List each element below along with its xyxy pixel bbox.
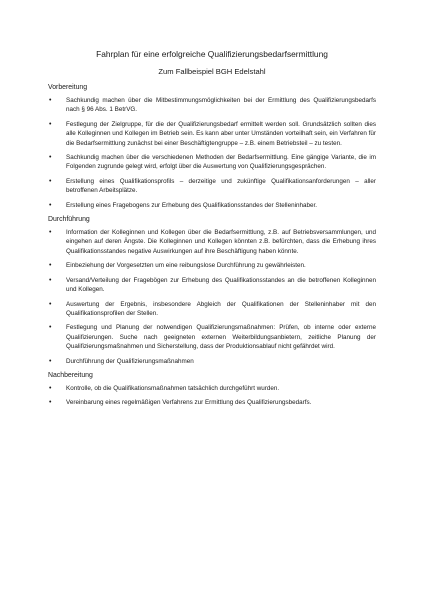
list-item-text: Erstellung eines Fragebogens zur Erhebung des Qualifikationsstandes der Stelleninhaber. — [66, 201, 317, 209]
section-heading: Durchführung — [48, 216, 90, 224]
section-nachbereitung — [48, 371, 376, 408]
bullet-icon: • — [49, 276, 52, 284]
list-item-text: Vereinbarung eines regelmäßigen Verfahrens zur Ermittlung des Qualifizierungsbedarfs. — [66, 399, 312, 407]
bullet-icon: • — [49, 262, 52, 270]
list-item-text: Festlegung der Zielgruppe, für die der Qualifizierungsbedarf ermittelt werden soll. Grundsätzlich sollten dies alle Kolleginnen und Kollegen im Betrieb sein. Es kann aber unter Umständen vorteilhaft sein, ein Verfahren für die Bedarfsermittlung zunächst bei einer Beschäftigtengruppe – z.B. einem Betriebsteil – zu testen. — [66, 120, 376, 147]
bullet-list — [48, 384, 376, 408]
list-item-text: Sachkundig machen über die verschiedenen Methoden der Bedarfsermittlung. Eine gängige Variante, die im Folgenden zugrunde gelegt wird, erfolgt über die Auswertung von Qualifizierungsgesprächen. — [66, 154, 376, 171]
document-title: Fahrplan für eine erfolgreiche Qualifizierungsbedarfsermittlung — [96, 49, 328, 59]
list-item — [48, 276, 376, 295]
list-item-text: Einbeziehung der Vorgesetzten um eine reibungslose Durchführung zu gewährleisten. — [66, 262, 306, 270]
list-item — [48, 261, 376, 270]
bullet-icon: • — [49, 357, 52, 365]
section-heading: Vorbereitung — [48, 84, 88, 91]
list-item-text: Sachkundig machen über die Mitbestimmungsmöglichkeiten bei der Ermittlung des Qualifizierungsbedarfs nach § 96 Abs. 1 BetrVG. — [66, 97, 376, 114]
list-item — [48, 323, 376, 351]
section-heading: Nachbereitung — [48, 371, 93, 379]
bullet-icon: • — [49, 300, 52, 308]
bullet-icon: • — [49, 324, 52, 332]
list-item — [48, 384, 376, 393]
list-item — [48, 300, 376, 319]
bullet-icon: • — [49, 399, 52, 407]
list-item-text: Auswertung der Ergebnis, insbesondere Abgleich der Qualifikationen der Stelleninhaber mit den Qualifikationsprofilen der Stellen. — [66, 300, 376, 317]
bullet-list — [48, 228, 376, 366]
list-item-text: Festlegung und Planung der notwendigen Qualifizierungsmaßnahmen: Prüfen, ob interne oder externe Qualifizierungen. Suche nach geeigneten externen Weiterbildungsanbietern, zeitliche Planung der Qualifizierungsmaßnahmen und Sicherstellung, dass der Produktionsablauf nicht gefährdet wird. — [66, 324, 376, 351]
list-item — [48, 201, 376, 210]
bullet-icon: • — [49, 201, 52, 209]
bullet-icon: • — [49, 154, 52, 162]
section-durchfuehrung — [48, 215, 376, 366]
bullet-icon: • — [49, 177, 52, 185]
bullet-icon: • — [49, 120, 52, 128]
list-item — [48, 398, 376, 407]
list-item-text: Kontrolle, ob die Qualifikationsmaßnahmen tatsächlich durchgeführt wurden. — [66, 384, 280, 392]
list-item — [48, 96, 376, 115]
bullet-icon: • — [49, 384, 52, 392]
list-item-text: Versand/Verteilung der Fragebögen zur Erhebung des Qualifikationsstandes an die betroffenen Kolleginnen und Kollegen. — [66, 276, 376, 294]
section-vorbereitung — [48, 83, 376, 210]
list-item — [48, 357, 376, 366]
list-item — [48, 120, 376, 148]
list-item-text: Information der Kolleginnen und Kollegen über die Bedarfsermittlung, z.B. auf Betriebsversammlungen, und eingehen auf deren Ängste. Die Kolleginnen und Kollegen könnten z.B. befürchten, dass die Erhebung ihres Qualifikationsstandes negative Auswirkungen auf ihre Beschäftigung haben könnte. — [66, 229, 376, 255]
list-item-text: Durchführung der Qualifizierungsmaßnahmen — [66, 357, 194, 365]
list-item — [48, 177, 376, 196]
document-subtitle: Zum Fallbeispiel BGH Edelstahl — [158, 67, 266, 76]
list-item-text: Erstellung eines Qualifikationsprofils – derzeitige und zukünftige Qualifikationsanforderungen – aller betroffenen Arbeitsplätze. — [66, 177, 376, 195]
list-item — [48, 153, 376, 172]
bullet-icon: • — [49, 97, 52, 104]
bullet-icon: • — [49, 229, 52, 237]
bullet-list — [48, 96, 376, 210]
list-item — [48, 228, 376, 256]
